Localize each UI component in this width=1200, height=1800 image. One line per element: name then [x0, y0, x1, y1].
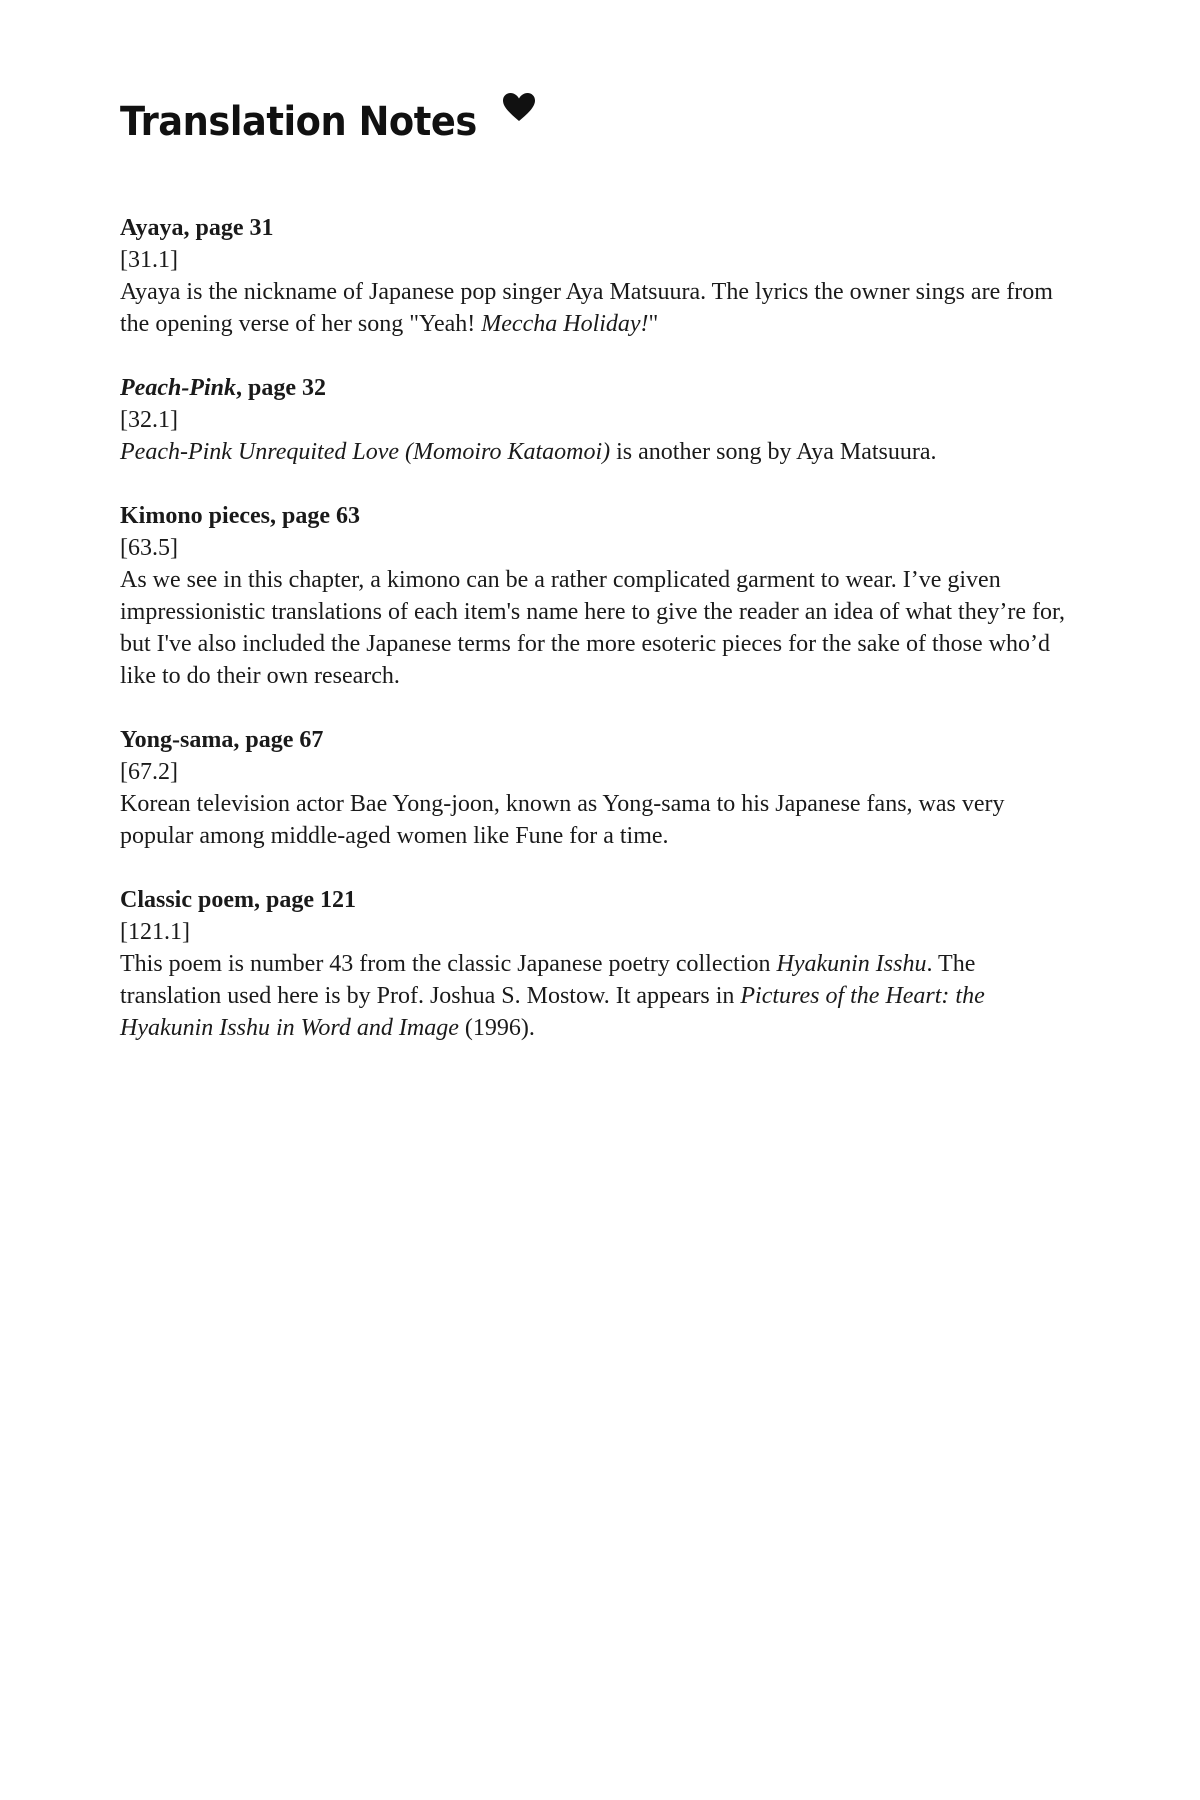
- note-heading-pre: Kimono pieces, page 63: [120, 503, 360, 529]
- translation-notes-page: [120, 90, 1080, 1076]
- note-heading-em: Peach-Pink: [120, 375, 236, 401]
- note-body: [120, 276, 1080, 340]
- translation-note: [120, 724, 1080, 852]
- note-body-segment: Hyakunin Isshu: [776, 951, 927, 977]
- note-reference: [121.1]: [120, 919, 190, 945]
- note-body-segment: Pictures of the Heart: the Hyakunin Isshu in Word and Image: [120, 983, 985, 1041]
- note-heading: [120, 500, 1080, 532]
- title-row: [120, 90, 1080, 162]
- note-body-segment: This poem is number 43 from the classic Japanese poetry collection: [120, 951, 777, 977]
- translation-note: [120, 884, 1080, 1044]
- note-heading-pre: Classic poem, page 121: [120, 887, 356, 913]
- note-heading-post: , page 32: [235, 375, 326, 401]
- note-body-segment: Meccha Holiday!: [481, 311, 649, 337]
- note-reference: [63.5]: [120, 535, 178, 561]
- heart-icon: [502, 92, 536, 122]
- note-heading: [120, 372, 1080, 404]
- note-body-segment: (1996).: [458, 1015, 535, 1041]
- note-body: [120, 788, 1080, 852]
- note-reference: [67.2]: [120, 759, 178, 785]
- note-heading-pre: Ayaya, page 31: [120, 215, 274, 241]
- note-body-segment: As we see in this chapter, a kimono can be a rather complicated garment to wear. I’ve given impressionistic translations of each item's name here to give the reader an idea of what they’re for, but I've also included the Japanese terms for the more esoteric pieces for the sake of those who’d like to do their own research.: [120, 567, 1066, 689]
- note-reference: [31.1]: [120, 247, 178, 273]
- note-reference: [32.1]: [120, 407, 178, 433]
- note-body-segment: Peach-Pink Unrequited Love (Momoiro Kataomoi): [120, 439, 611, 465]
- note-heading: [120, 724, 1080, 756]
- page-title: Translation Notes: [120, 99, 477, 145]
- note-body-segment: ": [648, 311, 659, 337]
- note-body-segment: . The translation used here is by Prof. Joshua S. Mostow. It appears in: [120, 951, 976, 1009]
- note-body: [120, 948, 1080, 1044]
- note-body: [120, 564, 1080, 692]
- translation-note: [120, 500, 1080, 692]
- note-heading: [120, 212, 1080, 244]
- translation-note: [120, 372, 1080, 468]
- notes-list: [120, 212, 1080, 1044]
- note-body-segment: Ayaya is the nickname of Japanese pop singer Aya Matsuura. The lyrics the owner sings are from the opening verse of her song "Yeah!: [120, 279, 1053, 337]
- note-heading: [120, 884, 1080, 916]
- note-body-segment: Korean television actor Bae Yong-joon, known as Yong-sama to his Japanese fans, was very popular among middle-aged women like Fune for a time.: [120, 791, 1005, 849]
- note-body-segment: is another song by Aya Matsuura.: [610, 439, 937, 465]
- translation-note: [120, 212, 1080, 340]
- note-body: [120, 436, 1080, 468]
- note-heading-pre: Yong-sama, page 67: [120, 727, 324, 753]
